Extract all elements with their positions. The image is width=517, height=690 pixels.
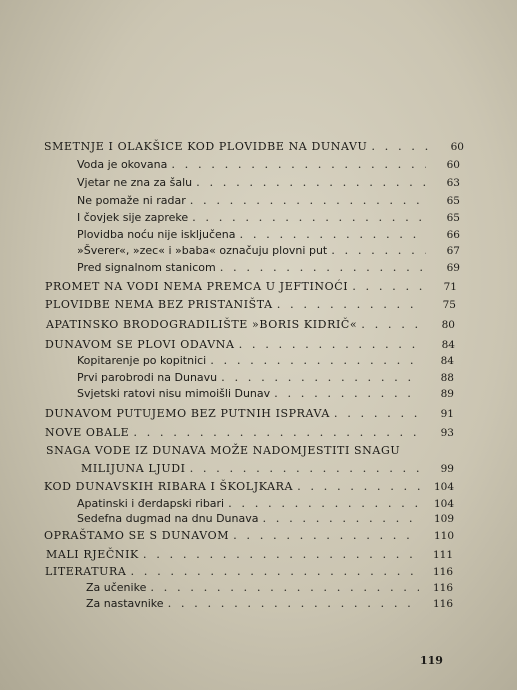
dot-leader (210, 353, 420, 367)
toc-entry (77, 386, 454, 401)
dot-leader (240, 227, 426, 241)
toc-entry-title: DUNAVOM SE PLOVI ODAVNA (45, 338, 235, 351)
dot-leader (196, 175, 426, 189)
toc-entry (77, 175, 460, 190)
toc-entry-title: Vjetar ne zna za šalu (77, 176, 193, 189)
toc-entry (77, 511, 454, 526)
toc-page-number: 63 (446, 177, 460, 189)
toc-page-number: 109 (433, 513, 454, 525)
toc-entry (77, 243, 460, 258)
toc-entry-title: »Šverer«, »zec« i »baba« označuju plovni put (77, 244, 328, 257)
toc-page-number: 104 (433, 481, 454, 493)
dot-leader (239, 337, 421, 351)
toc-page-number: 65 (446, 212, 460, 224)
dot-leader (371, 139, 430, 153)
toc-page-number: 111 (432, 549, 453, 561)
page-number: 119 (420, 654, 443, 667)
dot-leader (130, 564, 419, 578)
toc-page-number: 66 (446, 229, 460, 241)
dot-leader (277, 297, 422, 311)
dot-leader (274, 386, 420, 400)
toc-entry-title: Kopitarenje po kopitnici (77, 354, 207, 367)
toc-entry-title: Plovidba noću nije isključena (77, 228, 236, 241)
toc-entry-title: I čovjek sije zapreke (77, 211, 189, 224)
toc-entry-title-continued: MILIJUNA LJUDI (81, 462, 186, 475)
toc-page-number: 91 (440, 408, 454, 420)
toc-entry-title: Svjetski ratovi nisu mimoišli Dunav (77, 387, 271, 400)
dot-leader (228, 496, 420, 510)
dot-leader (192, 210, 426, 224)
dot-leader (133, 425, 420, 439)
toc-page-number: 116 (432, 582, 453, 594)
toc-entry (86, 596, 453, 611)
toc-entry (77, 210, 460, 225)
toc-entry (45, 564, 453, 579)
toc-entry-title: SMETNJE I OLAKŠICE KOD PLOVIDBE NA DUNAVU (44, 140, 368, 153)
toc-entry (45, 279, 457, 294)
toc-page-number: 69 (446, 262, 460, 274)
toc-page-number: 104 (433, 498, 454, 510)
dot-leader (297, 479, 420, 493)
toc-entry (77, 157, 460, 172)
toc-page-number: 110 (433, 530, 454, 542)
dot-leader (168, 596, 419, 610)
toc-page-number: 67 (446, 245, 460, 257)
toc-entry (77, 260, 460, 275)
dot-leader (220, 260, 426, 274)
toc-entry-title: Za nastavnike (86, 597, 164, 610)
toc-entry (77, 496, 454, 511)
toc-entry (46, 547, 453, 562)
toc-page-number: 93 (440, 427, 454, 439)
toc-entry-title: Apatinski i đerdapski ribari (77, 497, 225, 510)
toc-page-number: 99 (440, 463, 454, 475)
toc-page-number: 71 (443, 281, 457, 293)
toc-page-number: 75 (442, 299, 456, 311)
dot-leader (263, 511, 421, 525)
toc-entry (44, 528, 454, 543)
toc-entry (77, 227, 460, 242)
toc-entry (46, 317, 455, 332)
toc-entry (45, 337, 455, 352)
toc-entry-title: Pred signalnom stanicom (77, 261, 216, 274)
dot-leader (331, 243, 426, 257)
dot-leader (143, 547, 419, 561)
toc-page-number: 88 (440, 372, 454, 384)
toc-entry-title: Za učenike (86, 581, 147, 594)
toc-entry-title: Sedefna dugmad na dnu Dunava (77, 512, 259, 525)
toc-entry-line-1 (46, 444, 454, 458)
toc-entry (86, 580, 453, 595)
toc-entry-title: KOD DUNAVSKIH RIBARA I ŠKOLJKARA (44, 480, 294, 493)
toc-entry (77, 193, 460, 208)
toc-entry-title: PROMET NA VODI NEMA PREMCA U JEFTINOĆI (45, 280, 349, 293)
dot-leader (221, 370, 420, 384)
dot-leader (171, 157, 426, 171)
toc-entry-title: NOVE OBALE (45, 426, 130, 439)
toc-page-number: 60 (450, 141, 464, 153)
toc-entry (45, 406, 454, 421)
toc-entry-title: SNAGA VODE IZ DUNAVA MOŽE NADOMJESTITI SNAGU (46, 444, 401, 457)
toc-entry (44, 479, 454, 494)
toc-entry-title: OPRAŠTAMO SE S DUNAVOM (44, 529, 230, 542)
toc-page-number: 65 (446, 195, 460, 207)
toc-entry-title: Prvi parobrodi na Dunavu (77, 371, 218, 384)
toc-entry (45, 297, 456, 312)
toc-page-number: 84 (440, 355, 454, 367)
toc-entry (77, 353, 454, 368)
toc-page-number: 89 (440, 388, 454, 400)
dot-leader (190, 461, 420, 475)
dot-leader (190, 193, 426, 207)
toc-page-number: 80 (441, 319, 455, 331)
dot-leader (352, 279, 423, 293)
toc-page-number: 116 (432, 566, 453, 578)
toc-entry-line-2 (81, 461, 454, 476)
toc-page-number: 60 (446, 159, 460, 171)
dot-leader (334, 406, 420, 420)
toc-entry-title: LITERATURA (45, 565, 127, 578)
toc-entry (45, 425, 454, 440)
toc-entry (44, 139, 464, 154)
dot-leader (150, 580, 419, 594)
toc-entry-title: Ne pomaže ni radar (77, 194, 186, 207)
dot-leader (361, 317, 421, 331)
toc-entry-title: PLOVIDBE NEMA BEZ PRISTANIŠTA (45, 298, 273, 311)
toc-page-number: 84 (441, 339, 455, 351)
toc-page-number: 116 (432, 598, 453, 610)
toc-entry-title: MALI RJEČNIK (46, 548, 139, 561)
toc-entry-title: Voda je okovana (77, 158, 168, 171)
dot-leader (233, 528, 420, 542)
toc-entry-title: DUNAVOM PUTUJEMO BEZ PUTNIH ISPRAVA (45, 407, 330, 420)
toc-entry (77, 370, 454, 385)
toc-entry-title: APATINSKO BRODOGRADILIŠTE »BORIS KIDRIČ« (46, 318, 358, 331)
